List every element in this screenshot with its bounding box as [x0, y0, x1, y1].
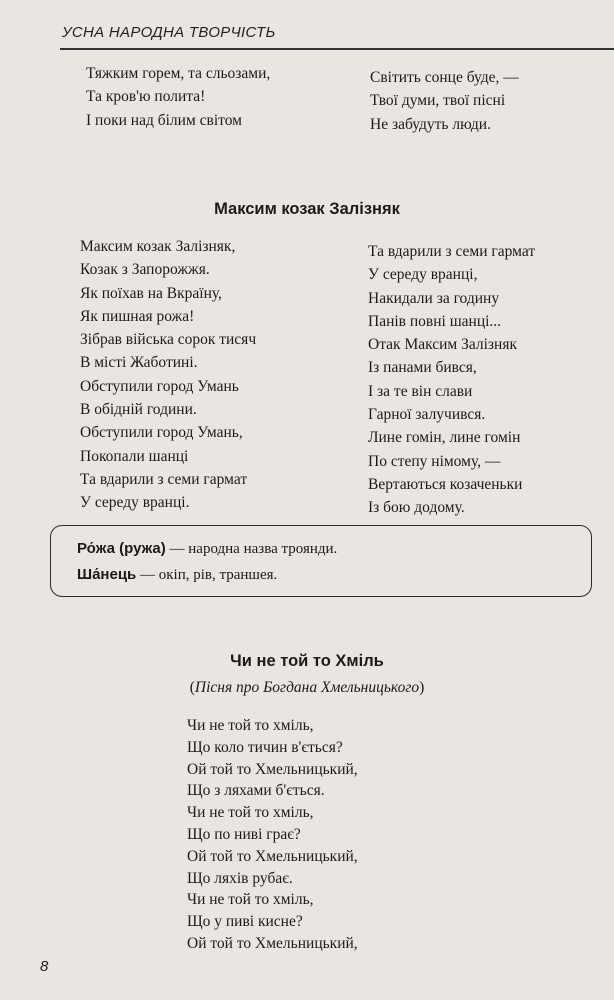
- poem-line: Світить сонце буде, —: [370, 69, 519, 86]
- poem-line: Та вдарили з семи гармат: [368, 243, 536, 260]
- poem-line: Що з ляхами б'ється.: [187, 782, 325, 800]
- poem-line: Із бою додому.: [368, 499, 465, 517]
- poem3-subtitle: (Пісня про Богдана Хмельницького): [189, 679, 425, 696]
- poem-line: Чи не той то хміль,: [187, 717, 314, 734]
- poem-line: Козак з Запорожжя.: [80, 261, 210, 279]
- poem-line: Вертаються козаченьки: [368, 475, 523, 493]
- poem2-title: Максим козак Залізняк: [214, 200, 400, 218]
- poem-line: Та кров'ю полита!: [86, 88, 206, 106]
- poem-line: Що ляхів рубає.: [187, 869, 293, 887]
- glossary-definition: — окіп, рів, траншея.: [136, 567, 278, 583]
- poem-line: Отак Максим Залізняк: [368, 336, 518, 354]
- poem-line: В місті Жаботині.: [80, 354, 198, 372]
- page-number: 8: [40, 958, 49, 975]
- poem1-right-column: [370, 66, 519, 136]
- poem-line: Чи не той то хміль,: [187, 891, 314, 909]
- poem-line: Обступили город Умань,: [80, 424, 243, 442]
- poem-line: Із панами бився,: [368, 359, 477, 377]
- section-title: УСНА НАРОДНА ТВОРЧІСТЬ: [62, 24, 276, 41]
- poem-line: Ой той то Хмельницький,: [187, 760, 358, 778]
- poem-line: У середу вранці,: [368, 266, 478, 284]
- glossary-entry: [77, 540, 337, 558]
- poem-line: Чи не той то хміль,: [187, 804, 314, 822]
- glossary-definition: — народна назва троянди.: [165, 541, 338, 557]
- poem-line: Як пишная рожа!: [80, 307, 195, 325]
- glossary-entry: [77, 566, 277, 584]
- poem-line: І за те він слави: [368, 382, 473, 400]
- poem-line: По степу німому, —: [368, 452, 501, 470]
- running-header: [0, 16, 614, 56]
- poem-line: І поки над білим світом: [86, 111, 242, 129]
- poem-line: Обступили город Умань: [80, 377, 239, 395]
- glossary-box: [50, 525, 592, 597]
- poem-line: Ой той то Хмельницький,: [187, 934, 358, 952]
- poem-line: Як поїхав на Вкраїну,: [80, 284, 222, 302]
- poem-line: Гарної залучився.: [368, 406, 486, 424]
- poem-line: Накидали за годину: [368, 289, 500, 307]
- poem-line: Що по ниві грає?: [187, 825, 301, 843]
- poem-line: Тяжким горем, та сльозами,: [86, 65, 271, 82]
- poem-line: Ой той то Хмельницький,: [187, 847, 358, 865]
- poem-line: В обідній години.: [80, 401, 197, 419]
- poem-line: Покопали шанці: [80, 447, 189, 465]
- glossary-term: Ша́нець: [77, 566, 137, 583]
- poem-line: У середу вранці.: [80, 494, 190, 512]
- poem3-subtitle-text: Пісня про Богдана Хмельницького: [194, 679, 420, 696]
- poem3-column: [187, 715, 358, 955]
- poem-line: Панів повні шанці...: [368, 312, 502, 330]
- poem2-right-column: [368, 240, 535, 520]
- poem3-title: Чи не той то Хміль: [230, 652, 384, 670]
- poem-line: Лине гомін, лине гомін: [368, 429, 521, 447]
- poem-line: Твої думи, твої пісні: [370, 92, 506, 110]
- poem2-left-column: [80, 235, 256, 515]
- poem-line: Та вдарили з семи гармат: [80, 470, 248, 488]
- poem-line: Що у пиві кисне?: [187, 913, 303, 931]
- header-rule: [60, 48, 614, 50]
- glossary-term: Ро́жа (ружа): [77, 540, 166, 557]
- poem-line: Що коло тичин в'ється?: [187, 738, 343, 756]
- poem1-left-column: [86, 62, 270, 132]
- poem-line: Максим козак Залізняк,: [80, 238, 236, 255]
- poem-line: Зібрав війська сорок тисяч: [80, 331, 257, 349]
- poem-line: Не забудуть люди.: [370, 115, 491, 133]
